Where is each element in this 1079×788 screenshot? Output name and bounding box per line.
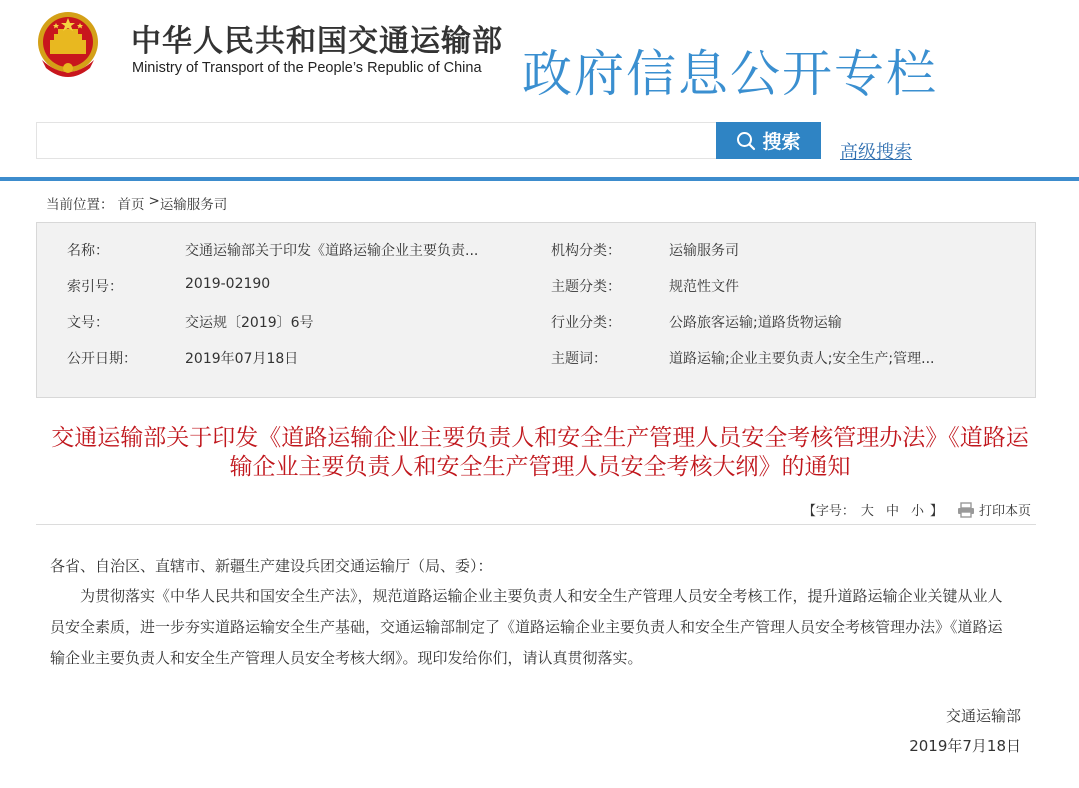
breadcrumb-separator: >: [148, 193, 160, 209]
print-button[interactable]: [957, 500, 1031, 519]
breadcrumb-prefix: 当前位置：: [46, 197, 114, 213]
signer: 交通运输部: [945, 707, 1021, 725]
publish-date-label: 公开日期：: [67, 351, 137, 367]
industry-label: 行业分类：: [551, 315, 621, 331]
font-size-prefix: 【字号：: [802, 504, 855, 519]
advanced-search-link[interactable]: 高级搜索: [840, 142, 912, 163]
title-divider: [36, 524, 1036, 525]
name-label: 名称：: [67, 243, 109, 259]
breadcrumb-current[interactable]: 运输服务司: [159, 197, 228, 213]
search-button-label: 搜索: [762, 131, 801, 153]
keywords-value: 道路运输;企业主要负责人;安全生产;管理...: [669, 351, 935, 367]
topic-value: 规范性文件: [669, 279, 739, 295]
article-toolbar: [803, 500, 1031, 519]
industry-value: 公路旅客运输;道路货物运输: [669, 315, 842, 331]
article-paragraph: 为贯彻落实《中华人民共和国安全生产法》，规范道路运输企业主要负责人和安全生产管理人员安全考核工作，提升道路运输企业关键从业人员安全素质，进一步夯实道路运输安全生产基础，交通运输部制定了《道路运输企业主要负责人和安全生产管理人员安全考核管理办法》《道路运输企业主要负责人和安全生产管理人员安全考核大纲》。现印发给你们，请认真贯彻落实。: [50, 587, 1003, 667]
org-label: 机构分类：: [551, 243, 621, 259]
search-button[interactable]: [716, 122, 821, 159]
sign-date: 2019年7月18日: [909, 737, 1021, 755]
article-title: 交通运输部关于印发《道路运输企业主要负责人和安全生产管理人员安全考核管理办法》《道路运输企业主要负责人和安全生产管理人员安全考核大纲》的通知: [51, 425, 1029, 480]
search-input[interactable]: [36, 122, 716, 159]
name-value: 交通运输部关于印发《道路运输企业主要负责...: [185, 243, 479, 259]
search-icon: [736, 131, 756, 151]
salutation: 各省、自治区、直辖市、新疆生产建设兵团交通运输厅（局、委）：: [50, 557, 493, 575]
header-divider: [0, 177, 1079, 181]
index-value: 2019-02190: [185, 276, 271, 292]
doc-number-value: 交运规〔2019〕6号: [185, 315, 314, 331]
site-title-en: Ministry of Transport of the People’s Republic of China: [132, 60, 482, 76]
keywords-label: 主题词：: [551, 351, 607, 367]
index-label: 索引号：: [67, 279, 123, 295]
document-info-panel: [36, 222, 1036, 398]
printer-icon: [957, 502, 975, 518]
print-label: 打印本页: [978, 504, 1031, 519]
font-size-small[interactable]: 小: [910, 504, 924, 519]
breadcrumb-home[interactable]: 首页: [117, 197, 145, 213]
org-value: 运输服务司: [669, 243, 739, 259]
national-emblem: [36, 10, 100, 82]
publish-date-value: 2019年07月18日: [185, 351, 299, 367]
font-size-suffix: 】: [929, 504, 943, 519]
site-title-cn: 中华人民共和国交通运输部: [131, 24, 503, 59]
topic-label: 主题分类：: [551, 279, 621, 295]
font-size-large[interactable]: 大: [860, 504, 874, 519]
column-title: 政府信息公开专栏: [522, 45, 938, 103]
breadcrumb: [46, 193, 227, 213]
font-size-medium[interactable]: 中: [885, 504, 899, 519]
doc-number-label: 文号：: [67, 315, 109, 331]
